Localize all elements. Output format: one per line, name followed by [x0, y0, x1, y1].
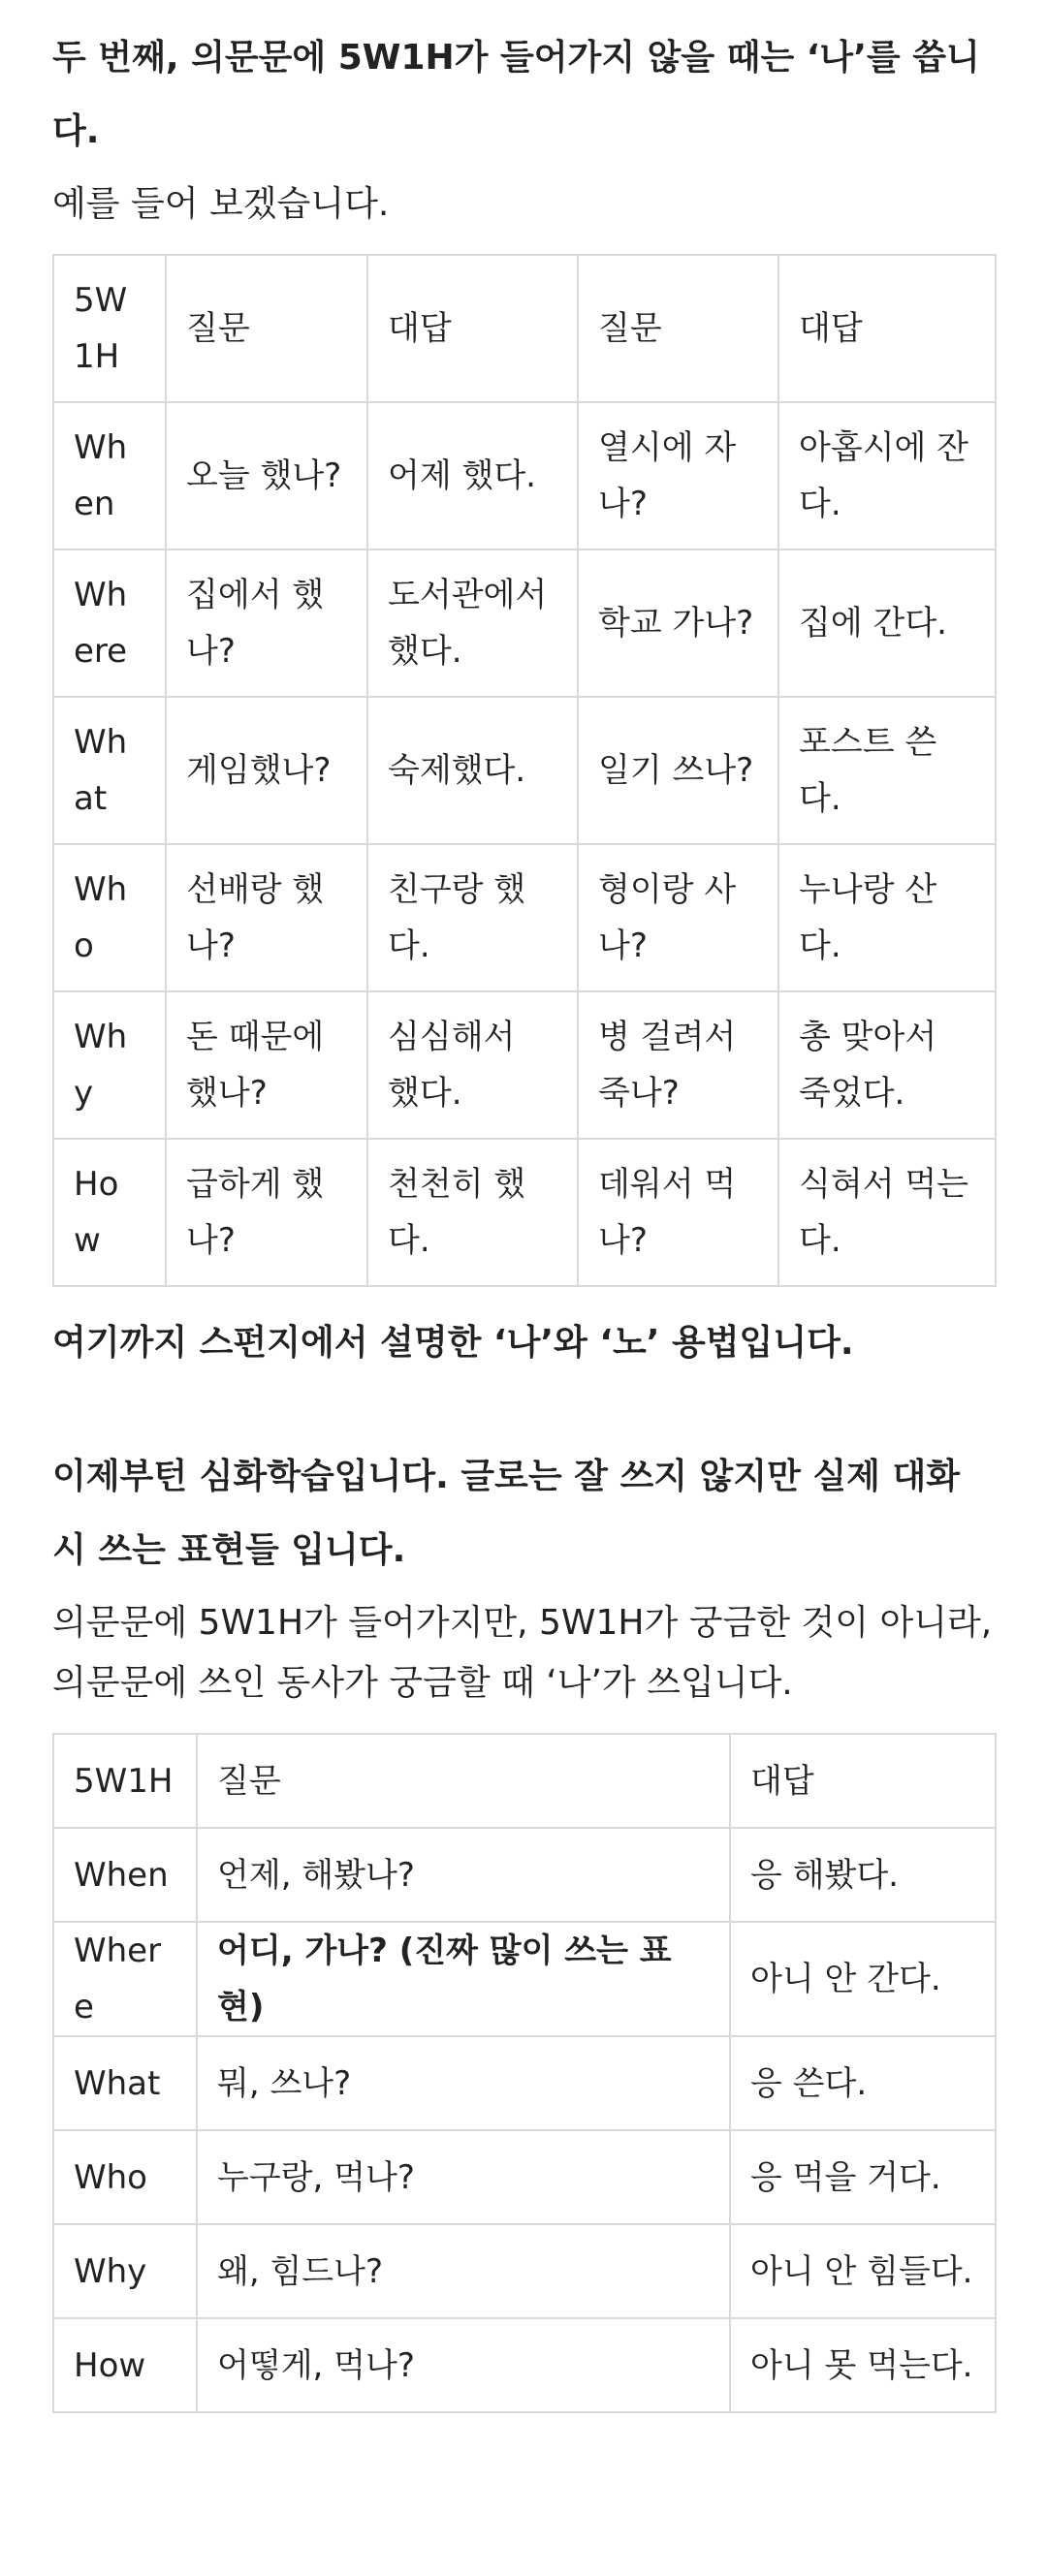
spacer — [52, 1713, 995, 1733]
table-cell: 어제 했다. — [367, 402, 578, 550]
table-header-row — [53, 255, 996, 402]
table-cell: 식혀서 먹는다. — [778, 1139, 996, 1286]
table-cell: 아니 안 힘들다. — [730, 2224, 996, 2318]
example-intro: 예를 들어 보겠습니다. — [52, 184, 390, 224]
table-header-row — [53, 1734, 996, 1828]
table-row — [53, 2318, 996, 2412]
table-cell: 집에 간다. — [778, 550, 996, 697]
table-cell: Who — [53, 2130, 197, 2224]
spacer — [52, 1287, 995, 1306]
header-cell: 대답 — [367, 255, 578, 402]
table-cell: 응 먹을 거다. — [730, 2130, 996, 2224]
table-cell: How — [53, 2318, 197, 2412]
table-cell: 열시에 자나? — [578, 402, 778, 550]
table-row — [53, 2036, 996, 2130]
table-cell: 선배랑 했나? — [166, 844, 367, 991]
table-row — [53, 2224, 996, 2318]
table-advanced-usage — [52, 1733, 997, 2413]
table-row — [53, 1922, 996, 2036]
table-cell: 집에서 했나? — [166, 550, 367, 697]
table-cell: Where — [53, 1922, 197, 2036]
header-cell: 질문 — [166, 255, 367, 402]
table-cell: 학교 가나? — [578, 550, 778, 697]
table-row — [53, 1828, 996, 1922]
table-cell: When — [53, 402, 166, 550]
table-cell: 누구랑, 먹나? — [197, 2130, 730, 2224]
table-cell: 형이랑 사나? — [578, 844, 778, 991]
table-cell: Why — [53, 2224, 197, 2318]
table-basic-usage — [52, 254, 997, 1287]
table-cell: 아홉시에 잔다. — [778, 402, 996, 550]
table-cell: What — [53, 697, 166, 844]
table-cell: 친구랑 했다. — [367, 844, 578, 991]
header-cell: 대답 — [778, 255, 996, 402]
section-heading: 두 번째, 의문문에 5W1H가 들어가지 않을 때는 ‘나’를 씁니다. — [52, 38, 980, 151]
table-row — [53, 697, 996, 844]
table-cell: 언제, 해봤나? — [197, 1828, 730, 1922]
table-cell: 숙제했다. — [367, 697, 578, 844]
header-cell: 질문 — [197, 1734, 730, 1828]
summary-line: 여기까지 스펀지에서 설명한 ‘나’와 ‘노’ 용법입니다. — [52, 1323, 854, 1363]
table-cell: When — [53, 1828, 197, 1922]
table-cell: 왜, 힘드나? — [197, 2224, 730, 2318]
header-cell: 5W1H — [53, 1734, 197, 1828]
table-cell: 급하게 했나? — [166, 1139, 367, 1286]
table-cell: 오늘 했나? — [166, 402, 367, 550]
table-row — [53, 2130, 996, 2224]
table-cell: Who — [53, 844, 166, 991]
table-cell: 어떻게, 먹나? — [197, 2318, 730, 2412]
table-cell: 응 해봤다. — [730, 1828, 996, 1922]
header-cell: 대답 — [730, 1734, 996, 1828]
header-cell: 5W1H — [53, 255, 166, 402]
table-row — [53, 1139, 996, 1286]
table-cell: 누나랑 산다. — [778, 844, 996, 991]
spacer — [52, 235, 995, 254]
table-cell: 총 맞아서 죽었다. — [778, 991, 996, 1139]
table-cell: 돈 때문에 했나? — [166, 991, 367, 1139]
table-cell: What — [53, 2036, 197, 2130]
table-cell: 포스트 쓴다. — [778, 697, 996, 844]
table-row — [53, 402, 996, 550]
table-cell: 도서관에서 했다. — [367, 550, 578, 697]
table-cell: 아니 안 간다. — [730, 1922, 996, 2036]
table-row — [53, 991, 996, 1139]
table-cell: Where — [53, 550, 166, 697]
table-cell: 뭐, 쓰나? — [197, 2036, 730, 2130]
table-row — [53, 550, 996, 697]
table-cell: 아니 못 먹는다. — [730, 2318, 996, 2412]
table-cell-emphasized: 어디, 가나? (진짜 많이 쓰는 표현) — [197, 1922, 730, 2036]
table-cell: Why — [53, 991, 166, 1139]
table-cell: 데워서 먹나? — [578, 1139, 778, 1286]
table-cell: 일기 쓰나? — [578, 697, 778, 844]
table-cell: 천천히 했다. — [367, 1139, 578, 1286]
advanced-heading: 이제부턴 심화학습입니다. 글로는 잘 쓰지 않지만 실제 대화 시 쓰는 표현들 입니다. — [52, 1457, 961, 1570]
table-cell: 게임했나? — [166, 697, 367, 844]
table-cell: 응 쓴다. — [730, 2036, 996, 2130]
advanced-body: 의문문에 5W1H가 들어가지만, 5W1H가 궁금한 것이 아니라, 의문문에 쓰인 동사가 궁금할 때 ‘나’가 쓰입니다. — [52, 1603, 993, 1703]
table-cell: 심심해서 했다. — [367, 991, 578, 1139]
table-cell: 병 걸려서 죽나? — [578, 991, 778, 1139]
table-cell: How — [53, 1139, 166, 1286]
header-cell: 질문 — [578, 255, 778, 402]
table-row — [53, 844, 996, 991]
spacer — [52, 1380, 995, 1440]
